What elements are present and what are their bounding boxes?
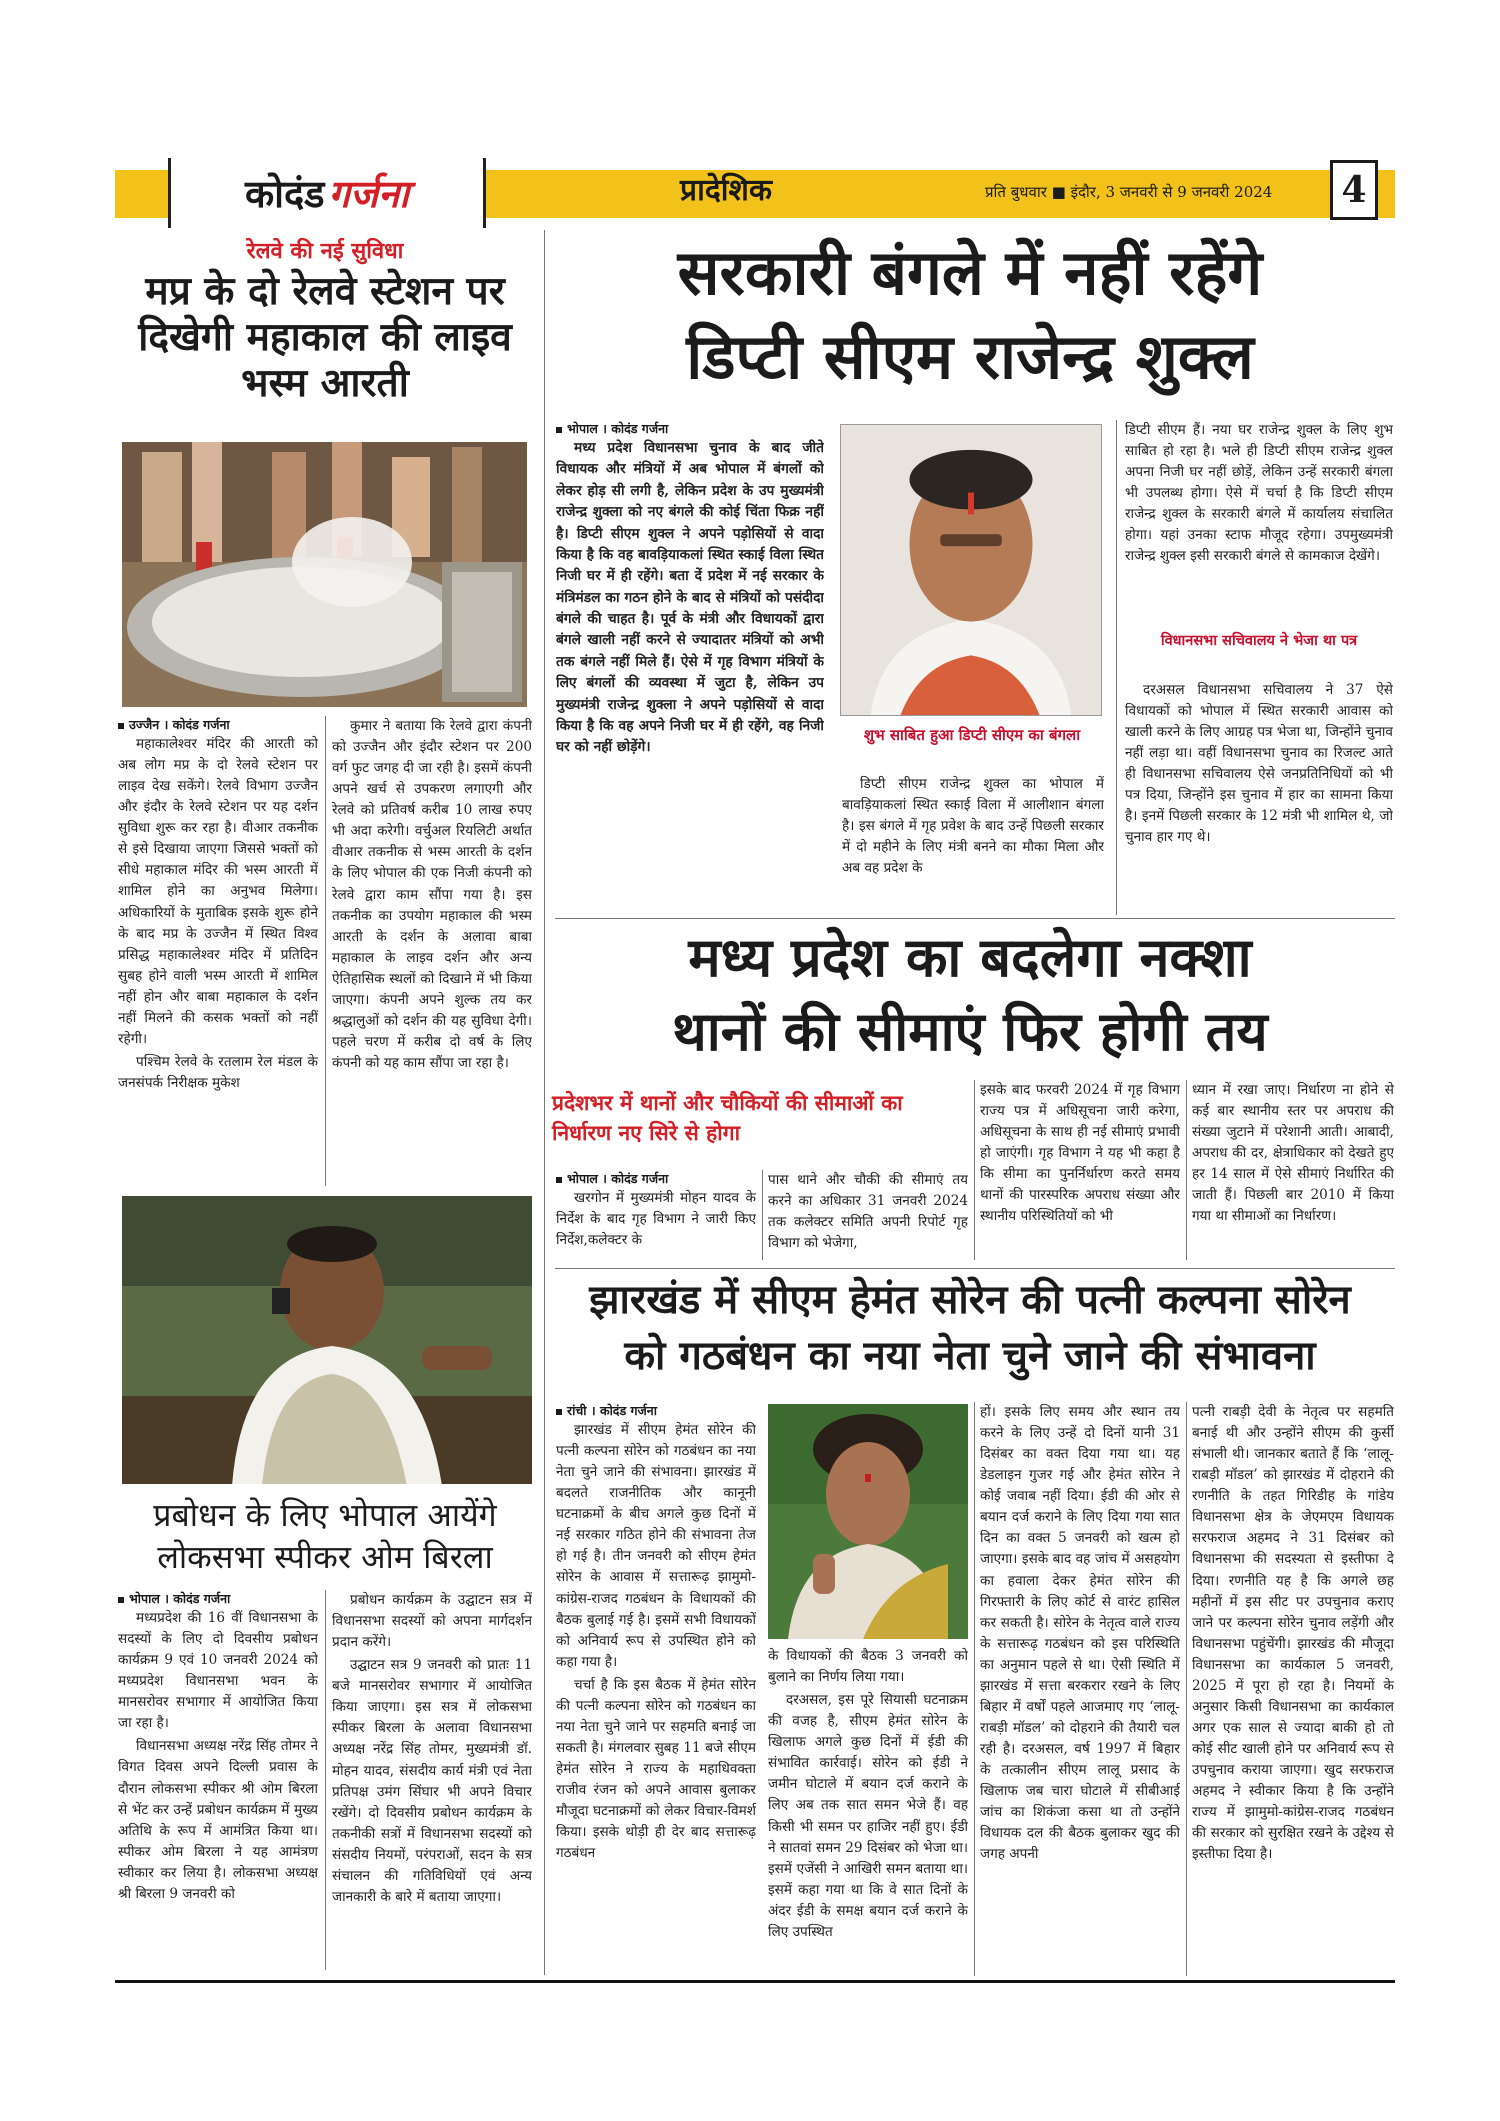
bungalow-byline bbox=[556, 420, 821, 437]
bungalow-column-right-bottom bbox=[1125, 680, 1393, 912]
rajendra-shukla-photo bbox=[840, 424, 1102, 716]
column-rule bbox=[974, 1402, 975, 1976]
logo-text-2: गर्जना bbox=[328, 171, 410, 216]
speaker-headline: प्रबोधन के लिए भोपाल आयेंगे लोकसभा स्पीकर ओम बिरला bbox=[153, 1496, 497, 1576]
bungalow-subhead: विधानसभा सचिवालय ने भेजा था पत्र bbox=[1160, 632, 1358, 649]
jharkhand-headline-2: को गठबंधन का नया नेता चुने जाने की संभावना bbox=[624, 1332, 1316, 1379]
bungalow-headline-1: सरकारी बंगले में नहीं रहेंगे bbox=[677, 236, 1263, 309]
railway-headline: मप्र के दो रेलवे स्टेशन पर दिखेगी महाकाल की लाइव भस्म आरती bbox=[138, 268, 512, 407]
bungalow-headline-2: डिप्टी सीएम राजेन्द्र शुक्ल bbox=[686, 320, 1254, 393]
jharkhand-column-2 bbox=[768, 1646, 968, 1976]
bullet-icon bbox=[118, 723, 124, 729]
column-rule bbox=[325, 1590, 326, 1970]
jharkhand-col4-para: पत्नी राबड़ी देवी के नेतृत्व पर सहमति बनाई थी और उन्होंने सीएम की कुर्सी संभाली थी। जानकार बताते हैं कि ‘लालू-राबड़ी मॉडल’ को झारखंड में दोहराने की रणनीति के तहत गिरिडीह के गांडेय विधानसभा क्षेत्र के जेएमएम विधायक सरफराज अहमद ने 31 दिसंबर को विधानसभा की सदस्यता से इस्तीफा दे दिया। रणनीति यह है कि अगले छह महीनों में इस सीट पर उपचुनाव कराए जाने पर कल्पना सोरेन चुनाव लड़ेंगी और विधानसभा पहुंचेंगी। झारखंड की मौजूदा विधानसभा का कार्यकाल 5 जनवरी, 2025 में पूरा हो रहा है। नियमों के अनुसार किसी विधानसभा का कार्यकाल अगर एक साल से ज्यादा बाकी हो तो कोई सीट खाली होने पर अनिवार्य रूप से उपचुनाव कराया जाएगा। खुद सरफराज अहमद ने स्वीकार किया है कि उन्होंने राज्य में झामुमो-कांग्रेस-राजद गठबंधन की सरकार को सुरक्षित रखने के उद्देश्य से इस्तीफा दिया है। bbox=[1192, 1404, 1394, 1863]
map-column-2 bbox=[768, 1170, 968, 1260]
bungalow-lead: मध्य प्रदेश विधानसभा चुनाव के बाद जीते विधायक और मंत्रियों में अब भोपाल में बंगलों को लेकर होड़ सी लगी है, लेकिन प्रदेश के उप मुख्यमंत्री राजेन्द्र शुक्ला को नए बंगले की कोई चिंता फिक्र नहीं है। डिप्टी सीएम शुक्ल ने अपने पड़ोसियों से वादा किया है कि वह बावड़ियाकलां स्थित स्काई विला स्थित निजी घर में ही रहेंगे। बता दें प्रदेश में नई सरकार के मंत्रिमंडल का गठन होने के बाद से मंत्रियों को पसंदीदा बंगले की चाहत है। पूर्व के मंत्री और विधायकों द्वारा बंगले खाली नहीं करने से ज्यादातर मंत्रियों को अभी तक बंगले नहीं मिले हैं। ऐसे में गृह विभाग मंत्रियों के लिए बंगलों की व्यवस्था में जुटा है, लेकिन उप मुख्यमंत्री राजेन्द्र शुक्ला ने अपने पड़ोसियों से वादा किया है कि वह अपने निजी घर में ही रहेंगे, वह निजी घर को नहीं छोड़ेंगे। bbox=[556, 440, 824, 756]
map-col1-para: खरगोन में मुख्यमंत्री मोहन यादव के निर्देश के बाद गृह विभाग ने जारी किए निर्देश,कलेक्टर के bbox=[556, 1190, 756, 1249]
map-col4-para: ध्यान में रखा जाए। निर्धारण ना होने से कई बार स्थानीय स्तर पर अपराध की संख्या जुटाने में परेशानी आती। आबादी, अपराध की दर, क्षेत्राधिकार को देखते हुए हर 14 साल में ऐसे सीमाएं निर्धारित की जाती हैं। पिछली बार 2010 में किया गया था सीमाओं का निर्धारण। bbox=[1192, 1082, 1394, 1225]
bungalow-column-mid bbox=[842, 774, 1104, 910]
bungalow-mid-para: डिप्टी सीएम राजेन्द्र शुक्ल का भोपाल में बावड़ियाकलां स्थित स्काई विला में आलीशान बंगला है। इस बंगले में गृह प्रवेश के बाद उन्हें पिछली सरकार में दो महीने के लिए मंत्री बनने का मौका मिला और अब वह प्रदेश के bbox=[842, 776, 1104, 877]
railway-byline bbox=[118, 716, 318, 733]
dateline: प्रति बुधवार ■ इंदौर, 3 जनवरी से 9 जनवरी 2024 bbox=[985, 183, 1273, 201]
jharkhand-col1-para: झारखंड में सीएम हेमंत सोरेन की पत्नी कल्पना सोरेन को गठबंधन का नया नेता चुने जाने की संभावना। झारखंड में बदलते राजनीतिक और कानूनी घटनाक्रमों के बीच अगले कुछ दिनों में नई सरकार गठित होने की संभावना तेज हो गई है। तीन जनवरी को सीएम हेमंत सोरेन के आवास में सत्तारूढ़ झामुमो-कांग्रेस-राजद गठबंधन के विधायकों की बैठक बुलाई गई है। इसमें सभी विधायकों को अनिवार्य रूप से उपस्थित होने को कहा गया है। bbox=[556, 1422, 756, 1670]
speaker-col2-para: प्रबोधन कार्यक्रम के उद्घाटन सत्र में विधानसभा सदस्यों को अपना मार्गदर्शन प्रदान करेंगे। bbox=[332, 1592, 532, 1651]
kalpana-soren-photo bbox=[768, 1404, 968, 1639]
jharkhand-col3-para: हों। इसके लिए समय और स्थान तय करने के लिए उन्हें दो दिनों यानी 31 दिसंबर का वक्त दिया गया था। यह डेडलाइन गुजर गई और हेमंत सोरेन ने कोई जवाब नहीं दिया। ईडी की ओर से बयान दर्ज कराने के लिए दिया गया सात दिन का वक्त 5 जनवरी को खत्म हो जाएगा। इसके बाद वह जांच में असहयोग का हवाला देकर हेमंत सोरेन की गिरफ्तारी के लिए कोर्ट से वारंट हासिल कर सकती है। सोरेन के नेतृत्व वाले राज्य के सत्तारूढ़ गठबंधन को इस परिस्थिति का अनुमान पहले से था। ऐसी स्थिति में झारखंड में सत्ता बरकरार रखने के लिए बिहार में वर्षों पहले आजमाए गए ‘लालू-राबड़ी मॉडल’ को दोहराने की तैयारी चल रही है। दरअसल, वर्ष 1997 में बिहार के तत्कालीन सीएम लालू प्रसाद के खिलाफ जब चारा घोटाले में सीबीआई जांच का शिकंजा कसा था तो उन्होंने विधायक दल की बैठक बुलाकर खुद की जगह अपनी bbox=[980, 1404, 1180, 1863]
footer-rule bbox=[115, 1980, 1395, 1983]
railway-kicker: रेलवे की नई सुविधा bbox=[246, 238, 404, 264]
map-column-1 bbox=[556, 1188, 756, 1258]
speaker-column-2 bbox=[332, 1590, 532, 1976]
map-byline bbox=[556, 1170, 756, 1187]
bhasma-aarti-photo bbox=[122, 442, 527, 707]
om-birla-photo bbox=[122, 1196, 532, 1484]
bungalow-right-para: डिप्टी सीएम हैं। नया घर राजेन्द्र शुक्ल के लिए शुभ साबित हो रहा है। भले ही डिप्टी सीएम राजेन्द्र शुक्ल अपना निजी घर नहीं छोड़ें, लेकिन उन्हें सरकारी बंगला भी उपलब्ध होगा। ऐसे में चर्चा है कि डिप्टी सीएम राजेन्द्र शुक्ल के सरकारी बंगले में कार्यालय संचालित होगा। यहां उनका स्टाफ मौजूद रहेगा। उपमुख्यमंत्री राजेन्द्र शुक्ल इसी सरकारी बंगले से कामकाज देखेंगे। bbox=[1125, 422, 1393, 565]
jharkhand-col1-para: चर्चा है कि इस बैठक में हेमंत सोरेन की पत्नी कल्पना सोरेन को गठबंधन का नया नेता चुने जाने पर सहमति बनाई जा सकती है। मंगलवार सुबह 11 बजे सीएम हेमंत सोरेन ने राज्य के महाधिवक्ता राजीव रंजन को अपने आवास बुलाकर मौजूदा घटनाक्रमों को लेकर विचार-विमर्श किया। इसके थोड़ी ही देर बाद सत्तारूढ़ गठबंधन bbox=[556, 1676, 756, 1862]
bungalow-column-right-top bbox=[1125, 420, 1393, 630]
speaker-col1-para: विधानसभा अध्यक्ष नरेंद्र सिंह तोमर ने विगत दिवस अपने दिल्ली प्रवास के दौरान लोकसभा स्पीकर श्री ओम बिरला से भेंट कर उन्हें प्रबोधन कार्यक्रम में मुख्य अतिथि के रूप में आमंत्रित किया था। स्पीकर ओम बिरला ने यह आमंत्रण स्वीकार कर लिया है। लोकसभा अध्यक्ष श्री बिरला 9 जनवरी को bbox=[118, 1738, 318, 1902]
railway-byline-text: उज्जैन । कोदंड गर्जना bbox=[129, 717, 230, 732]
column-rule bbox=[325, 716, 326, 1186]
map-headline-2: थानों की सीमाएं फिर होगी तय bbox=[672, 999, 1268, 1063]
railway-col2-para: कुमार ने बताया कि रेलवे द्वारा कंपनी को उज्जैन और इंदौर स्टेशन पर 200 वर्ग फुट जगह दी जा रही है। इसमें कंपनी अपने खर्च से उपकरण लगाएगी और रेलवे को प्रतिवर्ष करीब 10 लाख रुपए भी अदा करेगी। वर्चुअल रियलिटी अर्थात वीआर तकनीक से भस्म आरती के दर्शन के लिए भोपाल की एक निजी कंपनी को रेलवे द्वारा काम सौंपा गया है। इस तकनीक का उपयोग महाकाल की भस्म आरती के दर्शन के अलावा बाबा महाकाल के लाइव दर्शन और अन्य ऐतिहासिक स्थलों को दिखाने में भी किया जाएगा। कंपनी अपने शुल्क तय कर श्रद्धालुओं को दर्शन की यह सुविधा देगी। पहले चरण में करीब दो वर्ष के लिए कंपनी को यह काम सौंपा जा रहा है। bbox=[332, 718, 532, 1071]
bullet-icon bbox=[556, 1177, 562, 1183]
jharkhand-headline-1: झारखंड में सीएम हेमंत सोरेन की पत्नी कल्पना सोरेन bbox=[589, 1276, 1351, 1323]
bullet-icon bbox=[118, 1597, 124, 1603]
railway-col1-para: पश्चिम रेलवे के रतलाम रेल मंडल के जनसंपर्क निरीक्षक मुकेश bbox=[118, 1053, 318, 1091]
map-column-3 bbox=[980, 1080, 1180, 1260]
column-rule bbox=[1186, 1080, 1187, 1260]
column-rule bbox=[762, 1170, 763, 1260]
column-rule bbox=[1186, 1402, 1187, 1976]
map-col3-para: इसके बाद फरवरी 2024 में गृह विभाग राज्य पत्र में अधिसूचना जारी करेगा, अधिसूचना के साथ ही नई सीमाएं प्रभावी हो जाएंगी। गृह विभाग ने यह भी कहा है कि सीमा का पुनर्निर्धारण करते समय थानों की पारस्परिक अपराध संख्या और स्थानीय परिस्थितियों को भी bbox=[980, 1082, 1180, 1225]
jharkhand-byline-text: रांची । कोदंड गर्जना bbox=[567, 1403, 657, 1418]
section-rule bbox=[555, 918, 1395, 919]
jharkhand-column-1 bbox=[556, 1420, 756, 1976]
speaker-col2-para: उद्घाटन सत्र 9 जनवरी को प्रातः 11 बजे मानसरोवर सभागार में आयोजित किया जाएगा। इस सत्र में लोकसभा स्पीकर बिरला के अलावा विधानसभा अध्यक्ष नरेंद्र सिंह तोमर, मुख्यमंत्री डॉ. मोहन यादव, संसदीय कार्य मंत्री एवं नेता प्रतिपक्ष उमंग सिंघार भी अपने विचार रखेंगे। दो दिवसीय प्रबोधन कार्यक्रम के तकनीकी सत्रों में विधानसभा सदस्यों को संसदीय नियमों, परंपराओं, सदन के सत्र संचालन की गतिविधियों एवं अन्य जानकारी के बारे में बताया जाएगा। bbox=[332, 1657, 532, 1905]
railway-column-1 bbox=[118, 734, 318, 1194]
page-number: 4 bbox=[1330, 160, 1378, 220]
map-column-4 bbox=[1192, 1080, 1394, 1260]
speaker-byline-text: भोपाल । कोदंड गर्जना bbox=[129, 1591, 231, 1606]
bullet-icon bbox=[556, 427, 562, 433]
bungalow-photo-caption: शुभ साबित हुआ डिप्टी सीएम का बंगला bbox=[863, 726, 1081, 744]
newspaper-logo bbox=[168, 158, 486, 228]
speaker-byline bbox=[118, 1590, 318, 1607]
speaker-col1-para: मध्यप्रदेश की 16 वीं विधानसभा के सदस्यों के लिए दो दिवसीय प्रबोधन कार्यक्रम 9 एवं 10 जनवरी 2024 को मध्यप्रदेश विधानसभा भवन के मानसरोवर सभागार में आयोजित किया जा रहा है। bbox=[118, 1610, 318, 1732]
bungalow-byline-text: भोपाल । कोदंड गर्जना bbox=[567, 421, 669, 436]
bungalow-lead-column bbox=[556, 438, 824, 910]
speaker-column-1 bbox=[118, 1608, 318, 1976]
bullet-icon bbox=[556, 1409, 562, 1415]
logo-text-1: कोदंड bbox=[244, 171, 325, 216]
railway-col1-para: महाकालेश्वर मंदिर की आरती को अब लोग मप्र के दो रेलवे स्टेशन पर लाइव देख सकेंगे। रेलवे विभाग उज्जैन और इंदौर के रेलवे स्टेशन पर यह दर्शन सुविधा शुरू कर रहा है। वीआर तकनीक से इसे दिखाया जाएगा जिससे भक्तों को सीधे महाकाल मंदिर की भस्म आरती में शामिल होने का अनुभव मिलेगा। अधिकारियों के मुताबिक इसके शुरू होने के बाद मप्र के उज्जैन में स्थित विश्व प्रसिद्ध महाकालेश्वर मंदिर में प्रतिदिन सुबह होने वाली भस्म आरती में शामिल नहीं होन और बाबा महाकाल के दर्शन नहीं मिलने की कसक भक्तों को नहीं रहेगी। bbox=[118, 736, 318, 1047]
column-rule bbox=[974, 1080, 975, 1260]
jharkhand-col2-para: दरअसल, इस पूरे सियासी घटनाक्रम की वजह है, सीएम हेमंत सोरेन के खिलाफ अगले कुछ दिनों में ईडी की संभावित कार्रवाई। सोरेन को ईडी ने जमीन घोटाले में बयान दर्ज कराने के लिए अब तक सात समन भेजे हैं। वह किसी भी समन पर हाजिर नहीं हुए। ईडी ने सातवां समन 29 दिसंबर को भेजा था। इसमें एजेंसी ने आखिरी समन बताया था। इसमें कहा गया था कि वे सात दिनों के अंदर ईडी के समक्ष बयान दर्ज कराने के लिए उपस्थित bbox=[768, 1692, 968, 1940]
bungalow-right-para: दरअसल विधानसभा सचिवालय ने 37 ऐसे विधायकों को भोपाल में स्थित सरकारी आवास को खाली करने के लिए आग्रह पत्र भेजा था, जिन्होंने चुनाव नहीं लड़ा था। वहीं विधानसभा चुनाव का रिजल्ट आते ही विधानसभा सचिवालय ऐसे जनप्रतिनिधियों को भी पत्र दिया, जिन्होंने इस चुनाव में हार का सामना किया है। इनमें पिछली सरकार के 12 मंत्री भी शामिल थे, जो चुनाव हार गए थे। bbox=[1125, 682, 1393, 846]
page-divider bbox=[544, 230, 545, 1975]
jharkhand-column-4 bbox=[1192, 1402, 1394, 1976]
section-rule bbox=[555, 1268, 1395, 1269]
column-rule bbox=[1116, 420, 1117, 915]
jharkhand-col2-para: के विधायकों की बैठक 3 जनवरी को बुलाने का निर्णय लिया गया। bbox=[768, 1648, 968, 1686]
section-title: प्रादेशिक bbox=[680, 173, 772, 208]
map-subhead: प्रदेशभर में थानों और चौकियों की सीमाओं का निर्धारण नए सिरे से होगा bbox=[552, 1090, 903, 1146]
jharkhand-column-3 bbox=[980, 1402, 1180, 1976]
map-col2-para: पास थाने और चौकी की सीमाएं तय करने का अधिकार 31 जनवरी 2024 तक कलेक्टर समिति अपनी रिपोर्ट गृह विभाग को भेजेगा, bbox=[768, 1172, 968, 1252]
jharkhand-byline bbox=[556, 1402, 756, 1419]
map-headline-1: मध्य प्रदेश का बदलेगा नक्शा bbox=[688, 925, 1252, 989]
map-byline-text: भोपाल । कोदंड गर्जना bbox=[567, 1171, 669, 1186]
railway-column-2 bbox=[332, 716, 532, 1194]
